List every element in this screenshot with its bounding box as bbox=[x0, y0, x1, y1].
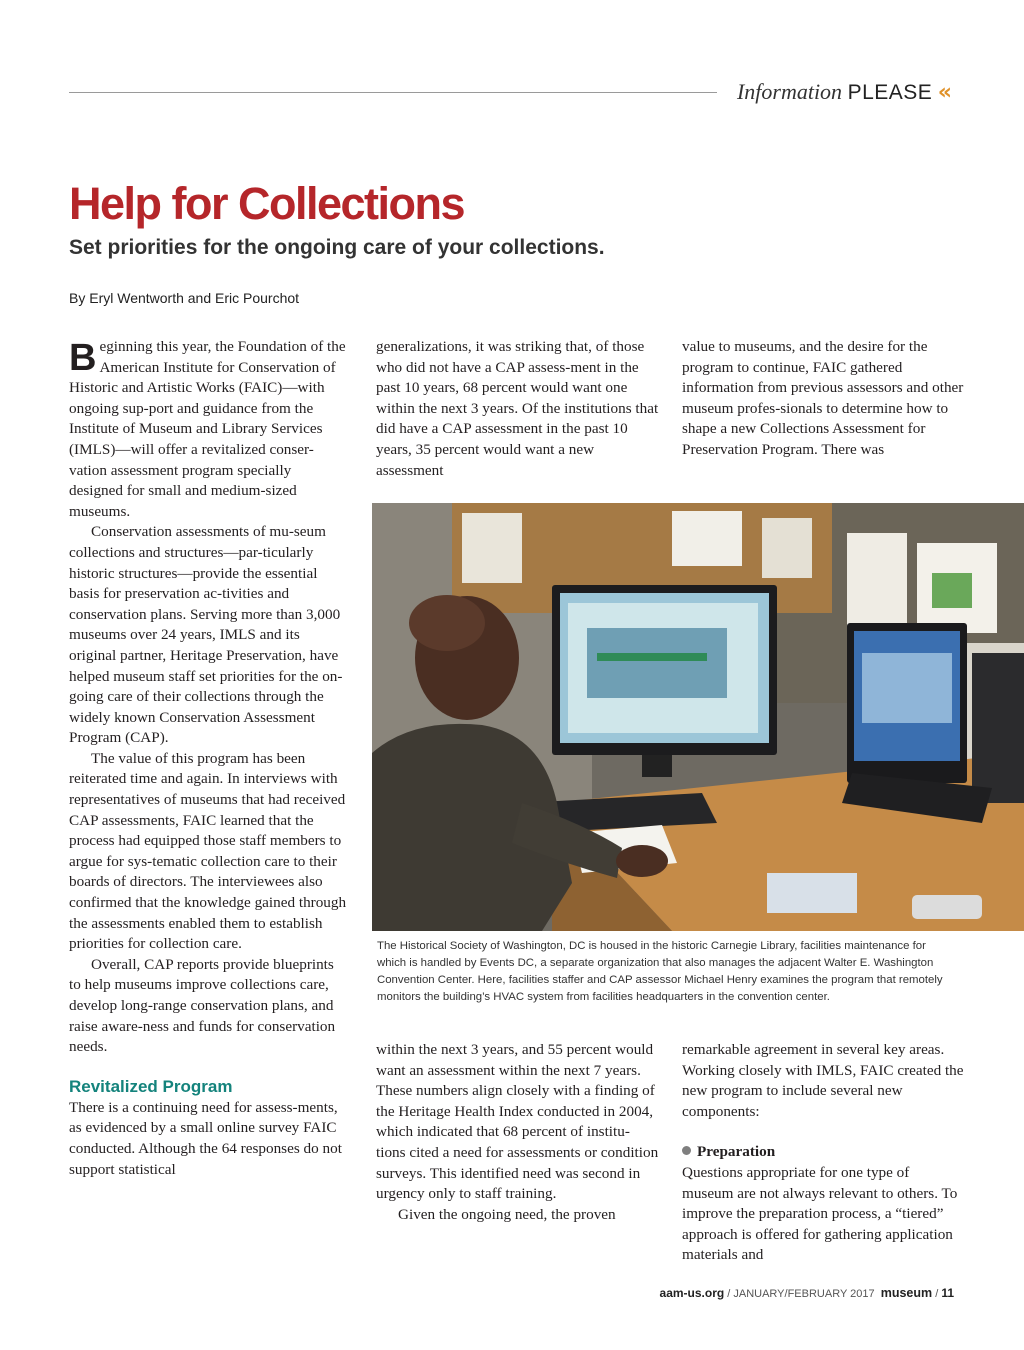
page-number: 11 bbox=[941, 1286, 954, 1300]
article-subtitle: Set priorities for the ongoing care of your collections. bbox=[69, 236, 605, 259]
subhead: Revitalized Program bbox=[69, 1076, 233, 1096]
paragraph: Conservation assessments of mu-seum collections and structures—par-ticularly historic structures—provide the essential basis for preservation ac-tivities and conservation plans. Serving more than 3,000 museums over 24 years, IMLS and its original partner, Heritage Preservation, have helped museum staff set priorities for the on-going care of their collections through the widely known Conservation Assessment Program (CAP). bbox=[69, 523, 343, 747]
bullet-heading-text: Preparation bbox=[697, 1143, 776, 1161]
bullet-heading bbox=[682, 1142, 964, 1163]
footer-site: aam-us.org bbox=[659, 1286, 725, 1300]
bullet-icon bbox=[682, 1146, 691, 1155]
column-3-bottom bbox=[682, 1040, 964, 1266]
paragraph: generalizations, it was striking that, of those who did not have a CAP assess-ment in the past 10 years, 68 percent would want one within the next 3 years. Of the institutions that did have a CAP assessment in the past 10 years, 35 percent would want a new assessment bbox=[376, 338, 659, 479]
paragraph: value to museums, and the desire for the program to continue, FAIC gathered information from previous assessors and other museum profes-sionals to determine how to shape a new Collections Assessment for Preservation Program. There was bbox=[682, 338, 964, 458]
drop-cap: B bbox=[69, 337, 97, 379]
paragraph: Overall, CAP reports provide blueprints to help museums improve collections care, develop long-range conservation plans, and raise aware-ness and funds for conservation needs. bbox=[69, 955, 336, 1056]
photo-illustration bbox=[372, 503, 1024, 931]
paragraph: There is a continuing need for assess-ments, as evidenced by a small online survey FAIC conducted. Although the 64 responses do not support statistical bbox=[69, 1098, 342, 1178]
column-1 bbox=[69, 337, 347, 1180]
section-label-italic: Information bbox=[736, 79, 843, 104]
column-3-top bbox=[682, 337, 964, 461]
footer-separator: / bbox=[932, 1288, 942, 1300]
paragraph-text: eginning this year, the Foundation of the American Institute for Conservation of Historic and Artistic Works (FAIC)—with ongoing sup-port and guidance from the Institute of Museum and Library Services (IMLS)—will offer a revitalized conser-vation assessment program specially designed for small and medium-sized museums. bbox=[69, 338, 346, 520]
paragraph bbox=[69, 337, 347, 522]
paragraph: remarkable agreement in several key areas. Working closely with IMLS, FAIC created the new program to include several new components: bbox=[682, 1041, 964, 1120]
photo bbox=[372, 503, 1024, 931]
photo-caption: The Historical Society of Washington, DC is housed in the historic Carnegie Library, facilities maintenance for which is handled by Events DC, a separate organization that also manages the adjacent Walter E. Washington Convention Center. Here, facilities staffer and CAP assessor Michael Henry examines the program that remotely monitors the building’s HVAC system from facilities headquarters in the convention center. bbox=[377, 940, 943, 1003]
chevron-left-icon: « bbox=[937, 80, 952, 105]
paragraph: Given the ongoing need, the proven bbox=[398, 1205, 616, 1223]
header-rule bbox=[69, 92, 717, 93]
paragraph: The value of this program has been reiterated time and again. In interviews with representatives of museums that had received CAP assessments, FAIC learned that the process had equipped those staff members to argue for sys-tematic collection care to their boards of directors. The interviewees also confirmed that the knowledge gained through the assessments enabled them to establish priorities for collection care. bbox=[69, 749, 347, 953]
column-2-bottom bbox=[376, 1040, 659, 1225]
footer-issue: JANUARY/FEBRUARY 2017 bbox=[733, 1288, 875, 1300]
paragraph: within the next 3 years, and 55 percent would want an assessment within the next 7 years. These numbers align closely with a finding of the Heritage Health Index conducted in 2004, which indicated that 68 percent of institu-tions cited a need for assessments or condition surveys. This identified need was second in urgency only to staff training. bbox=[376, 1041, 659, 1203]
footer-magazine: museum bbox=[880, 1286, 933, 1300]
column-2-top bbox=[376, 337, 659, 481]
page-footer bbox=[660, 1286, 954, 1300]
section-label-bold: PLEASE bbox=[847, 81, 933, 104]
footer-separator: / bbox=[724, 1288, 734, 1300]
article-title: Help for Collections bbox=[69, 178, 465, 229]
section-label bbox=[737, 78, 952, 107]
byline: By Eryl Wentworth and Eric Pourchot bbox=[69, 290, 300, 306]
paragraph: Questions appropriate for one type of museum are not always relevant to others. To improve the preparation process, a “tiered” approach is offered for gathering application materials and bbox=[682, 1163, 958, 1264]
